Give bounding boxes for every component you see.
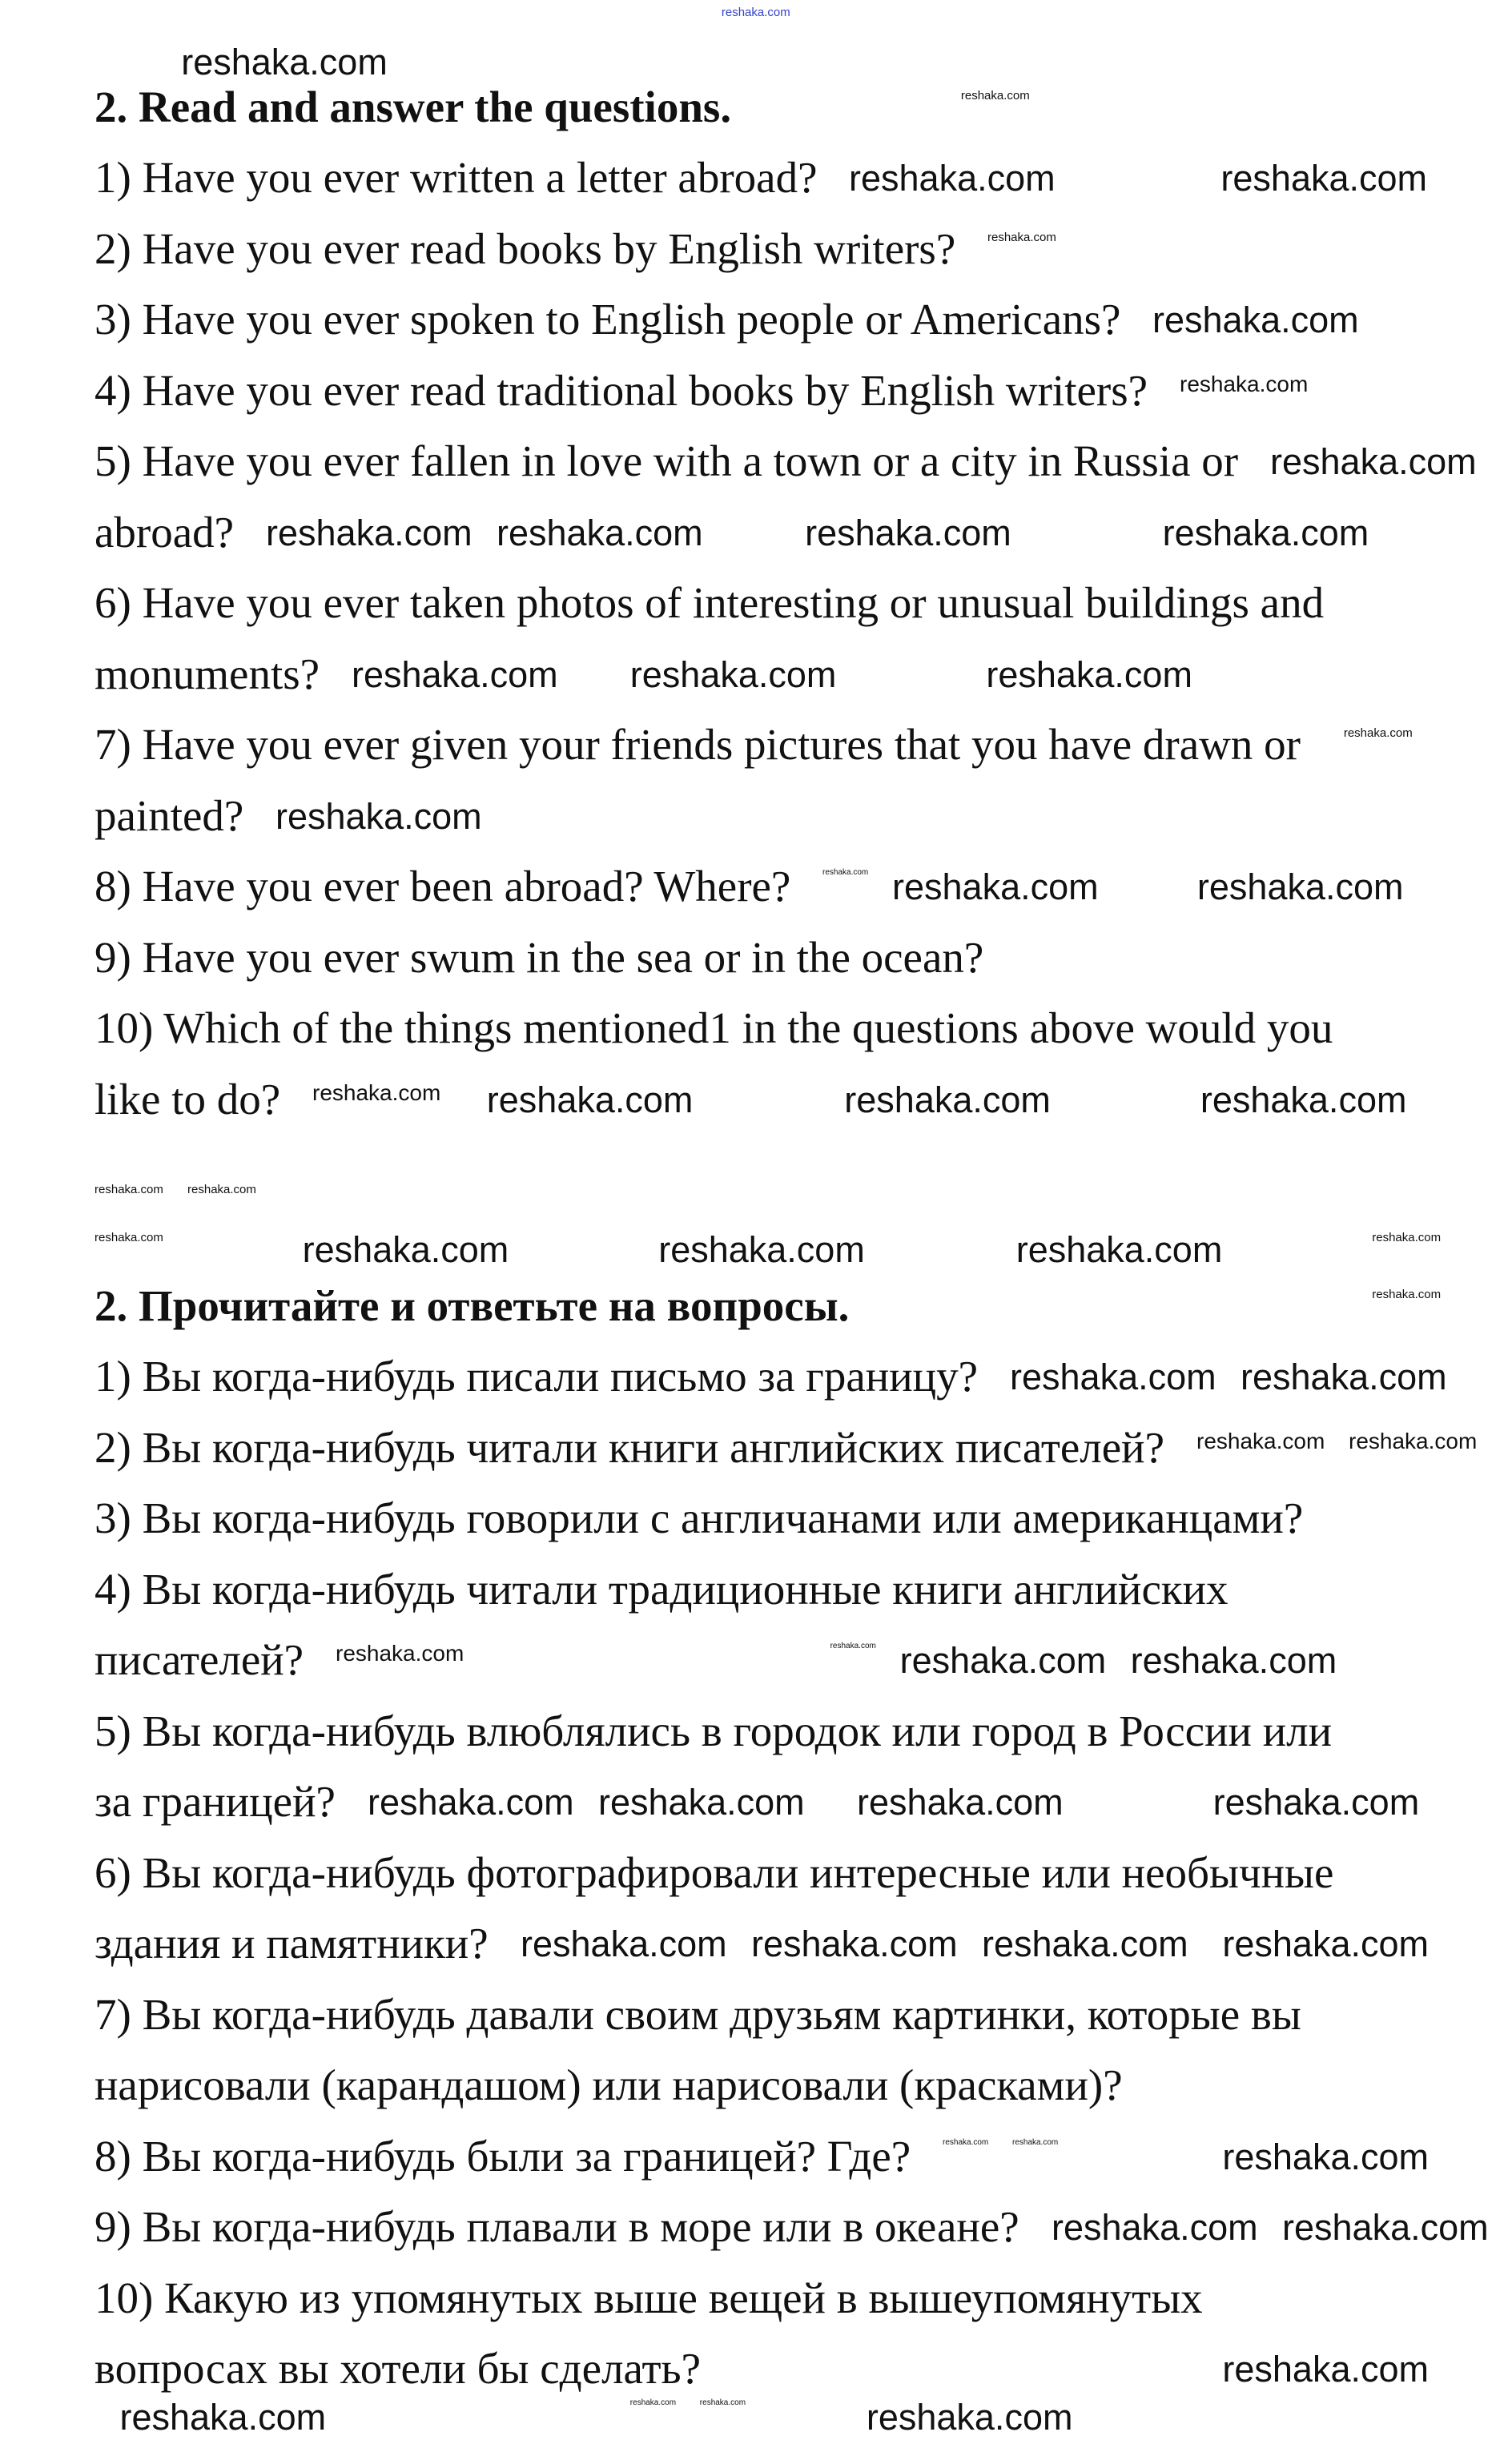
watermark: reshaka.com xyxy=(866,2397,1073,2438)
watermark: reshaka.com xyxy=(1196,1428,1325,1453)
watermark: reshaka.com xyxy=(275,795,482,837)
watermark: reshaka.com xyxy=(302,1229,509,1270)
watermark: reshaka.com xyxy=(1180,371,1309,396)
english-question-line: like to do? xyxy=(94,1074,281,1124)
watermark: reshaka.com xyxy=(1222,2136,1429,2177)
russian-question-line: 1) Вы когда-нибудь писали письмо за границу? xyxy=(94,1352,978,1401)
watermark: reshaka.com xyxy=(181,42,388,82)
watermark: reshaka.com xyxy=(1372,1287,1442,1301)
watermark: reshaka.com xyxy=(1212,1782,1420,1823)
english-question-line: 9) Have you ever swum in the sea or in the ocean? xyxy=(94,932,984,982)
watermark: reshaka.com xyxy=(1372,1231,1442,1244)
watermark: reshaka.com xyxy=(266,512,472,553)
watermark: reshaka.com xyxy=(1130,1640,1337,1682)
russian-question-line: вопросах вы хотели бы сделать? xyxy=(94,2344,702,2394)
russian-question-line: 4) Вы когда-нибудь читали традиционные книги английских xyxy=(94,1564,1228,1614)
watermark: reshaka.com xyxy=(1222,1923,1429,1965)
watermark: reshaka.com xyxy=(721,6,790,19)
russian-question-line: писателей? xyxy=(94,1635,304,1685)
russian-question-line: 5) Вы когда-нибудь влюблялись в городок или город в России или xyxy=(94,1706,1333,1755)
watermark: reshaka.com xyxy=(822,868,869,878)
russian-question-line: здания и памятники? xyxy=(94,1919,489,1968)
russian-question-line: 8) Вы когда-нибудь были за границей? Где? xyxy=(94,2131,911,2181)
watermark: reshaka.com xyxy=(1349,1428,1478,1453)
watermark: reshaka.com xyxy=(899,1640,1107,1682)
english-question-line: 7) Have you ever given your friends pictures that you have drawn or xyxy=(94,720,1301,770)
english-question-line: 3) Have you ever spoken to English people or Americans? xyxy=(94,295,1121,344)
english-question-line: 10) Which of the things mentioned1 in the questions above would you xyxy=(94,1003,1333,1053)
watermark: reshaka.com xyxy=(629,653,837,695)
russian-question-line: 3) Вы когда-нибудь говорили с англичанами или американцами? xyxy=(94,1493,1304,1543)
watermark: reshaka.com xyxy=(658,1229,865,1270)
watermark: reshaka.com xyxy=(1052,2207,1258,2249)
watermark: reshaka.com xyxy=(1282,2207,1489,2249)
watermark: reshaka.com xyxy=(336,1641,464,1666)
watermark: reshaka.com xyxy=(119,2397,327,2438)
watermark: reshaka.com xyxy=(943,2137,989,2147)
watermark: reshaka.com xyxy=(982,1923,1188,1965)
english-question-line: 6) Have you ever taken photos of interesting or unusual buildings and xyxy=(94,578,1325,628)
watermark: reshaka.com xyxy=(960,88,1030,103)
english-question-line: 5) Have you ever fallen in love with a town or a city in Russia or xyxy=(94,436,1239,486)
watermark: reshaka.com xyxy=(368,1782,574,1823)
watermark: reshaka.com xyxy=(849,158,1056,199)
watermark: reshaka.com xyxy=(1343,726,1413,741)
russian-question-line: 6) Вы когда-нибудь фотографировали интересные или необычные xyxy=(94,1847,1334,1897)
watermark: reshaka.com xyxy=(857,1782,1064,1823)
russian-question-line: нарисовали (карандашом) или нарисовали (красками)? xyxy=(94,2060,1123,2110)
watermark: reshaka.com xyxy=(844,1079,1051,1120)
english-question-line: 8) Have you ever been abroad? Where? xyxy=(94,862,791,911)
watermark: reshaka.com xyxy=(892,866,1099,908)
russian-question-line: 2) Вы когда-нибудь читали книги английских писателей? xyxy=(94,1422,1165,1472)
english-question-line: 2) Have you ever read books by English writers? xyxy=(94,223,956,273)
watermark: reshaka.com xyxy=(805,512,1011,553)
watermark: reshaka.com xyxy=(1015,1229,1223,1270)
watermark: reshaka.com xyxy=(1152,299,1359,341)
watermark: reshaka.com xyxy=(598,1782,805,1823)
watermark: reshaka.com xyxy=(94,1231,163,1244)
watermark: reshaka.com xyxy=(830,1642,876,1651)
watermark: reshaka.com xyxy=(987,230,1056,244)
watermark: reshaka.com xyxy=(94,1183,163,1196)
watermark: reshaka.com xyxy=(699,2398,746,2407)
watermark: reshaka.com xyxy=(497,512,703,553)
russian-question-line: 10) Какую из упомянутых выше вещей в вышеупомянутых xyxy=(94,2273,1203,2322)
english-question-line: 1) Have you ever written a letter abroad? xyxy=(94,153,818,203)
russian-section-heading: 2. Прочитайте и ответьте на вопросы. xyxy=(94,1280,850,1330)
watermark: reshaka.com xyxy=(629,2398,677,2407)
watermark: reshaka.com xyxy=(1010,1357,1216,1398)
watermark: reshaka.com xyxy=(521,1923,727,1965)
watermark: reshaka.com xyxy=(1270,441,1477,483)
watermark: reshaka.com xyxy=(1012,2137,1059,2147)
english-question-line: painted? xyxy=(94,790,244,840)
watermark: reshaka.com xyxy=(1222,2349,1429,2390)
watermark: reshaka.com xyxy=(486,1079,694,1120)
watermark: reshaka.com xyxy=(1196,866,1404,908)
russian-question-line: за границей? xyxy=(94,1777,336,1827)
watermark: reshaka.com xyxy=(1241,1357,1447,1398)
english-section-heading: 2. Read and answer the questions. xyxy=(94,82,732,131)
watermark: reshaka.com xyxy=(1200,1079,1407,1120)
watermark: reshaka.com xyxy=(187,1183,256,1196)
watermark: reshaka.com xyxy=(986,653,1192,695)
english-question-line: 4) Have you ever read traditional books by English writers? xyxy=(94,365,1148,415)
watermark: reshaka.com xyxy=(312,1079,441,1105)
russian-question-line: 9) Вы когда-нибудь плавали в море или в океане? xyxy=(94,2202,1019,2252)
watermark: reshaka.com xyxy=(1220,158,1428,199)
watermark: reshaka.com xyxy=(1162,512,1369,553)
watermark: reshaka.com xyxy=(751,1923,958,1965)
english-question-line: monuments? xyxy=(94,649,320,698)
watermark: reshaka.com xyxy=(352,653,558,695)
russian-question-line: 7) Вы когда-нибудь давали своим друзьям картинки, которые вы xyxy=(94,1989,1301,2039)
english-question-line: abroad? xyxy=(94,507,235,557)
